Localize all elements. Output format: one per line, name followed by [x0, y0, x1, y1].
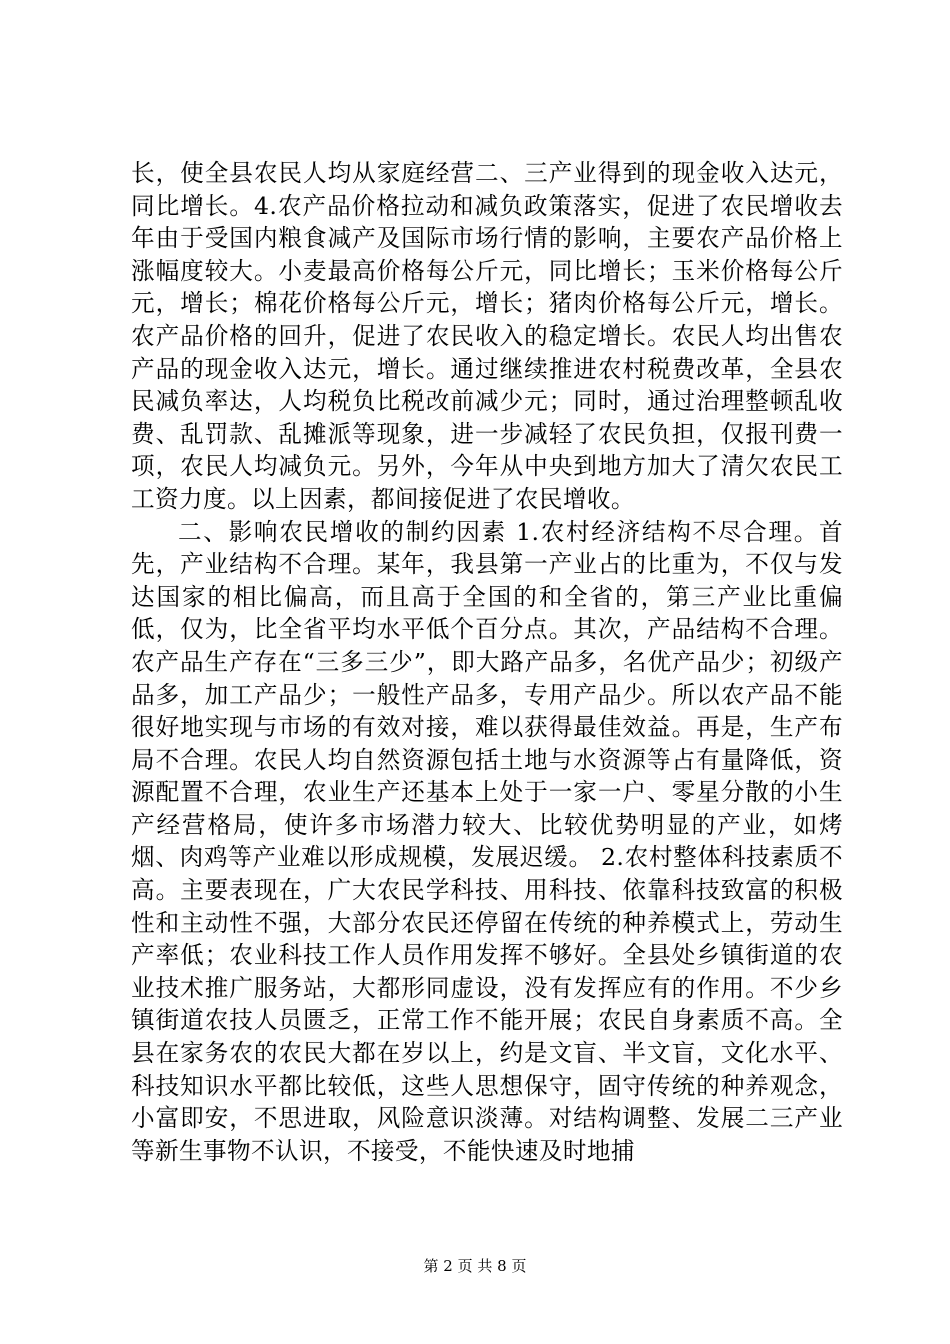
document-body — [131, 157, 843, 1167]
body-paragraph-1: 长，使全县农民人均从家庭经营二、三产业得到的现金收入达元，同比增长。4.农产品价格拉动和减负政策落实，促进了农民增收去年由于受国内粮食减产及国际市场行情的影响，主要农产品价格上涨幅度较大。小麦最高价格每公斤元，同比增长；玉米价格每公斤元，增长；棉花价格每公斤元，增长；猪肉价格每公斤元，增长。农产品价格的回升，促进了农民收入的稳定增长。农民人均出售农产品的现金收入达元，增长。通过继续推进农村税费改革，全县农民减负率达，人均税负比税改前减少元；同时，通过治理整顿乱收费、乱罚款、乱摊派等现象，进一步减轻了农民负担，仅报刊费一项，农民人均减负元。另外，今年从中央到地方加大了清欠农民工工资力度。以上因素，都间接促进了农民增收。 — [131, 159, 843, 513]
page-number-label: 第 2 页 共 8 页 — [423, 1257, 527, 1275]
page-footer — [0, 1256, 950, 1276]
body-paragraph-2: 二、影响农民增收的制约因素 1.农村经济结构不尽合理。首先，产业结构不合理。某年，我县第一产业占的比重为，不仅与发达国家的相比偏高，而且高于全国的和全省的，第三产业比重偏低，仅为，比全省平均水平低个百分点。其次，产品结构不合理。农产品生产存在“三多三少”，即大路产品多，名优产品少；初级产品多，加工产品少；一般性产品多，专用产品少。所以农产品不能很好地实现与市场的有效对接，难以获得最佳效益。再是，生产布局不合理。农民人均自然资源包括土地与水资源等占有量降低，资源配置不合理，农业生产还基本上处于一家一户、零星分散的小生产经营格局，使许多市场潜力较大、比较优势明显的产业，如烤烟、肉鸡等产业难以形成规模，发展迟缓。 2.农村整体科技素质不高。主要表现在，广大农民学科技、用科技、依靠科技致富的积极性和主动性不强，大部分农民还停留在传统的种养模式上，劳动生产率低；农业科技工作人员作用发挥不够好。全县处乡镇街道的农业技术推广服务站，大都形同虚设，没有发挥应有的作用。不少乡镇街道农技人员匮乏，正常工作不能开展；农民自身素质不高。全县在家务农的农民大都在岁以上，约是文盲、半文盲，文化水平、科技知识水平都比较低，这些人思想保守，固守传统的种养观念，小富即安，不思进取，风险意识淡薄。对结构调整、发展二三产业等新生事物不认识，不接受，不能快速及时地捕 — [131, 517, 843, 1165]
